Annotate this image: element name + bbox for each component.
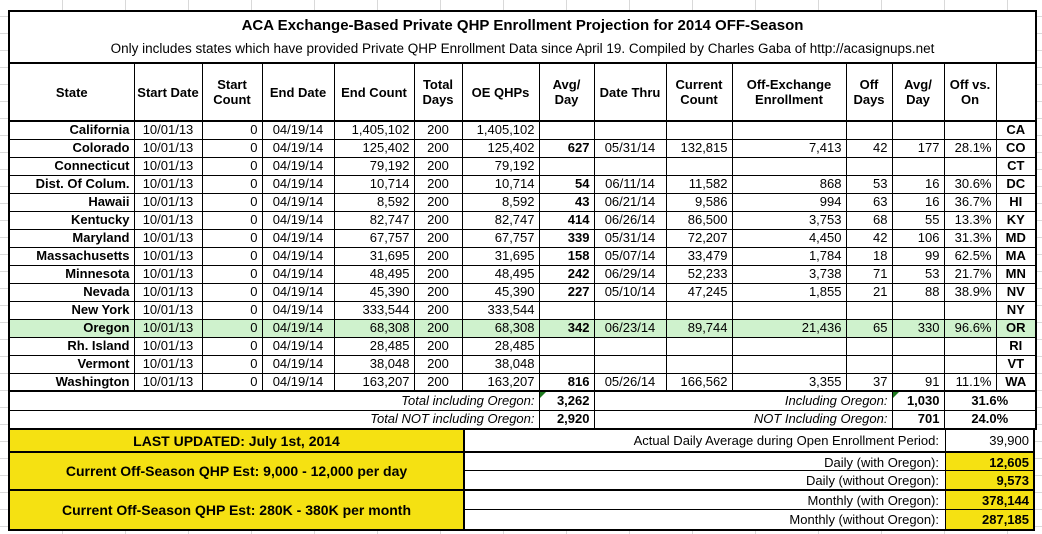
col-header-total_days: Total Days	[414, 63, 462, 121]
cell-avg_day	[539, 301, 594, 319]
state-row-hi	[9, 193, 1036, 211]
cell-off_vs_on: 96.6%	[944, 319, 996, 337]
cell-start_count: 0	[202, 157, 262, 175]
cell-current_count	[666, 355, 732, 373]
cell-start_date: 10/01/13	[134, 247, 202, 265]
daily-without-oregon-value: 9,573	[945, 470, 1033, 489]
cell-date_thru: 05/26/14	[594, 373, 666, 391]
cell-off_avg_day: 91	[892, 373, 944, 391]
cell-end_date: 04/19/14	[262, 373, 334, 391]
cell-total_days: 200	[414, 247, 462, 265]
col-header-start_date: Start Date	[134, 63, 202, 121]
off-including-value: 1,030	[892, 391, 944, 410]
cell-end_date: 04/19/14	[262, 355, 334, 373]
cell-end_count: 333,544	[334, 301, 414, 319]
cell-end_date: 04/19/14	[262, 211, 334, 229]
cell-abbr: CT	[996, 157, 1036, 175]
cell-current_count: 52,233	[666, 265, 732, 283]
cell-current_count: 47,245	[666, 283, 732, 301]
cell-off_vs_on: 28.1%	[944, 139, 996, 157]
cell-date_thru	[594, 355, 666, 373]
cell-oe_qhps: 79,192	[462, 157, 539, 175]
cell-off_days: 42	[846, 229, 892, 247]
state-row-wa	[9, 373, 1036, 391]
cell-off_days: 37	[846, 373, 892, 391]
cell-oe_qhps: 125,402	[462, 139, 539, 157]
cell-off_vs_on	[944, 337, 996, 355]
cell-off_avg_day: 106	[892, 229, 944, 247]
cell-off_vs_on	[944, 157, 996, 175]
cell-avg_day: 342	[539, 319, 594, 337]
off-including-label: Including Oregon:	[594, 391, 892, 410]
off-not-including-value: 701	[892, 410, 944, 429]
col-header-abbr	[996, 63, 1036, 121]
cell-state: Rh. Island	[9, 337, 134, 355]
state-row-nv	[9, 283, 1036, 301]
cell-start_date: 10/01/13	[134, 193, 202, 211]
monthly-without-oregon-label: Monthly (without Oregon):	[463, 509, 945, 529]
cell-end_count: 82,747	[334, 211, 414, 229]
cell-state: New York	[9, 301, 134, 319]
cell-off_days: 63	[846, 193, 892, 211]
cell-date_thru: 06/23/14	[594, 319, 666, 337]
last-updated-banner: LAST UPDATED: July 1st, 2014	[10, 430, 463, 451]
cell-abbr: KY	[996, 211, 1036, 229]
total-not-including-value: 2,920	[539, 410, 594, 429]
col-header-end_count: End Count	[334, 63, 414, 121]
col-header-off_avg_day: Avg/ Day	[892, 63, 944, 121]
cell-oe_qhps: 67,757	[462, 229, 539, 247]
cell-start_count: 0	[202, 211, 262, 229]
cell-total_days: 200	[414, 211, 462, 229]
cell-start_count: 0	[202, 283, 262, 301]
cell-abbr: NV	[996, 283, 1036, 301]
cell-current_count	[666, 157, 732, 175]
cell-total_days: 200	[414, 265, 462, 283]
cell-date_thru: 06/21/14	[594, 193, 666, 211]
cell-start_count: 0	[202, 265, 262, 283]
monthly-with-oregon-value: 378,144	[945, 489, 1033, 509]
cell-state: Colorado	[9, 139, 134, 157]
cell-date_thru	[594, 157, 666, 175]
cell-end_date: 04/19/14	[262, 283, 334, 301]
cell-off_vs_on: 38.9%	[944, 283, 996, 301]
cell-off_exchange: 3,355	[732, 373, 846, 391]
state-row-ca	[9, 121, 1036, 139]
cell-current_count: 89,744	[666, 319, 732, 337]
cell-oe_qhps: 82,747	[462, 211, 539, 229]
cell-abbr: OR	[996, 319, 1036, 337]
cell-off_days: 65	[846, 319, 892, 337]
daily-with-oregon-label: Daily (with Oregon):	[463, 451, 945, 470]
cell-start_date: 10/01/13	[134, 265, 202, 283]
cell-avg_day	[539, 337, 594, 355]
cell-total_days: 200	[414, 283, 462, 301]
cell-avg_day: 816	[539, 373, 594, 391]
col-header-end_date: End Date	[262, 63, 334, 121]
col-header-off_days: Off Days	[846, 63, 892, 121]
cell-abbr: WA	[996, 373, 1036, 391]
cell-abbr: MA	[996, 247, 1036, 265]
cell-current_count	[666, 121, 732, 139]
cell-oe_qhps: 28,485	[462, 337, 539, 355]
cell-end_count: 31,695	[334, 247, 414, 265]
cell-avg_day	[539, 157, 594, 175]
cell-total_days: 200	[414, 229, 462, 247]
cell-avg_day	[539, 121, 594, 139]
cell-off_vs_on: 62.5%	[944, 247, 996, 265]
actual-daily-average-value: 39,900	[945, 430, 1033, 451]
cell-off_vs_on	[944, 301, 996, 319]
cell-start_date: 10/01/13	[134, 139, 202, 157]
cell-end_date: 04/19/14	[262, 337, 334, 355]
cell-off_days: 21	[846, 283, 892, 301]
col-header-state: State	[9, 63, 134, 121]
cell-start_date: 10/01/13	[134, 121, 202, 139]
cell-state: Minnesota	[9, 265, 134, 283]
cell-end_count: 38,048	[334, 355, 414, 373]
cell-end_count: 68,308	[334, 319, 414, 337]
cell-oe_qhps: 163,207	[462, 373, 539, 391]
cell-current_count	[666, 301, 732, 319]
cell-start_date: 10/01/13	[134, 283, 202, 301]
cell-off_exchange: 1,784	[732, 247, 846, 265]
cell-abbr: RI	[996, 337, 1036, 355]
cell-oe_qhps: 68,308	[462, 319, 539, 337]
cell-state: Kentucky	[9, 211, 134, 229]
page-subtitle: Only includes states which have provided Private QHP Enrollment Data since April 19. Compiled by Charles Gaba of http://acasignups.net	[110, 41, 935, 56]
column-header-row	[9, 63, 1036, 121]
cell-off_avg_day: 99	[892, 247, 944, 265]
cell-off_days	[846, 355, 892, 373]
cell-off_avg_day	[892, 337, 944, 355]
cell-off_days: 53	[846, 175, 892, 193]
total-not-including-label: Total NOT including Oregon:	[9, 410, 539, 429]
cell-off_vs_on: 21.7%	[944, 265, 996, 283]
state-row-or	[9, 319, 1036, 337]
cell-state: Oregon	[9, 319, 134, 337]
cell-off_exchange: 21,436	[732, 319, 846, 337]
cell-end_count: 1,405,102	[334, 121, 414, 139]
state-row-ct	[9, 157, 1036, 175]
cell-avg_day: 43	[539, 193, 594, 211]
state-row-dc	[9, 175, 1036, 193]
monthly-estimate-banner: Current Off-Season QHP Est: 280K - 380K per month	[10, 489, 463, 529]
off-not-including-pct: 24.0%	[944, 410, 1036, 429]
monthly-without-oregon-value: 287,185	[945, 509, 1033, 529]
cell-off_avg_day	[892, 301, 944, 319]
cell-avg_day: 414	[539, 211, 594, 229]
cell-error-flag-icon	[540, 392, 546, 398]
cell-abbr: MN	[996, 265, 1036, 283]
enrollment-table	[8, 10, 1037, 430]
cell-end_date: 04/19/14	[262, 157, 334, 175]
cell-state: Nevada	[9, 283, 134, 301]
cell-end_count: 45,390	[334, 283, 414, 301]
cell-end_count: 67,757	[334, 229, 414, 247]
cell-start_date: 10/01/13	[134, 355, 202, 373]
cell-off_exchange: 994	[732, 193, 846, 211]
cell-start_date: 10/01/13	[134, 175, 202, 193]
actual-daily-average-label: Actual Daily Average during Open Enrollment Period:	[463, 430, 945, 451]
cell-total_days: 200	[414, 175, 462, 193]
cell-off_exchange	[732, 157, 846, 175]
cell-start_count: 0	[202, 247, 262, 265]
cell-end_date: 04/19/14	[262, 247, 334, 265]
cell-start_date: 10/01/13	[134, 157, 202, 175]
cell-state: Maryland	[9, 229, 134, 247]
cell-date_thru: 06/26/14	[594, 211, 666, 229]
cell-off_exchange: 868	[732, 175, 846, 193]
cell-end_date: 04/19/14	[262, 265, 334, 283]
cell-abbr: DC	[996, 175, 1036, 193]
state-row-ma	[9, 247, 1036, 265]
cell-off_avg_day: 16	[892, 193, 944, 211]
cell-date_thru: 06/11/14	[594, 175, 666, 193]
cell-off_days	[846, 157, 892, 175]
off-not-including-label: NOT Including Oregon:	[594, 410, 892, 429]
cell-off_exchange	[732, 355, 846, 373]
cell-current_count: 72,207	[666, 229, 732, 247]
cell-state: Dist. Of Colum.	[9, 175, 134, 193]
state-row-md	[9, 229, 1036, 247]
totals-row-including	[9, 391, 1036, 410]
cell-end_date: 04/19/14	[262, 139, 334, 157]
cell-avg_day: 227	[539, 283, 594, 301]
cell-state: Vermont	[9, 355, 134, 373]
cell-off_vs_on	[944, 121, 996, 139]
cell-start_date: 10/01/13	[134, 319, 202, 337]
cell-end_date: 04/19/14	[262, 319, 334, 337]
col-header-avg_day: Avg/ Day	[539, 63, 594, 121]
cell-start_count: 0	[202, 193, 262, 211]
cell-off_avg_day: 330	[892, 319, 944, 337]
cell-date_thru	[594, 337, 666, 355]
cell-start_date: 10/01/13	[134, 229, 202, 247]
cell-abbr: CA	[996, 121, 1036, 139]
cell-end_count: 125,402	[334, 139, 414, 157]
cell-oe_qhps: 48,495	[462, 265, 539, 283]
table-title-block	[9, 11, 1036, 63]
cell-off_days	[846, 301, 892, 319]
cell-total_days: 200	[414, 301, 462, 319]
cell-off_avg_day: 55	[892, 211, 944, 229]
cell-avg_day	[539, 355, 594, 373]
cell-total_days: 200	[414, 373, 462, 391]
cell-off_exchange	[732, 301, 846, 319]
cell-end_count: 10,714	[334, 175, 414, 193]
cell-total_days: 200	[414, 139, 462, 157]
cell-off_days	[846, 121, 892, 139]
cell-avg_day: 242	[539, 265, 594, 283]
off-including-pct: 31.6%	[944, 391, 1036, 410]
cell-date_thru: 05/10/14	[594, 283, 666, 301]
cell-off_days: 42	[846, 139, 892, 157]
state-row-mn	[9, 265, 1036, 283]
col-header-current_count: Current Count	[666, 63, 732, 121]
cell-off_exchange: 1,855	[732, 283, 846, 301]
cell-current_count: 11,582	[666, 175, 732, 193]
cell-error-flag-icon	[893, 392, 899, 398]
daily-without-oregon-label: Daily (without Oregon):	[463, 470, 945, 489]
cell-current_count: 166,562	[666, 373, 732, 391]
state-row-co	[9, 139, 1036, 157]
cell-avg_day: 54	[539, 175, 594, 193]
cell-avg_day: 627	[539, 139, 594, 157]
cell-oe_qhps: 38,048	[462, 355, 539, 373]
cell-start_count: 0	[202, 121, 262, 139]
cell-date_thru: 05/31/14	[594, 229, 666, 247]
col-header-off_vs_on: Off vs. On	[944, 63, 996, 121]
cell-off_exchange: 3,753	[732, 211, 846, 229]
cell-off_avg_day: 88	[892, 283, 944, 301]
cell-current_count: 33,479	[666, 247, 732, 265]
cell-state: California	[9, 121, 134, 139]
cell-current_count: 9,586	[666, 193, 732, 211]
cell-off_vs_on: 13.3%	[944, 211, 996, 229]
cell-start_date: 10/01/13	[134, 337, 202, 355]
cell-oe_qhps: 31,695	[462, 247, 539, 265]
cell-start_count: 0	[202, 229, 262, 247]
cell-avg_day: 158	[539, 247, 594, 265]
cell-abbr: VT	[996, 355, 1036, 373]
cell-start_count: 0	[202, 175, 262, 193]
cell-start_count: 0	[202, 139, 262, 157]
cell-off_days: 68	[846, 211, 892, 229]
cell-state: Washington	[9, 373, 134, 391]
cell-start_count: 0	[202, 337, 262, 355]
cell-oe_qhps: 333,544	[462, 301, 539, 319]
cell-start_date: 10/01/13	[134, 211, 202, 229]
cell-start_count: 0	[202, 373, 262, 391]
cell-abbr: CO	[996, 139, 1036, 157]
cell-off_avg_day: 177	[892, 139, 944, 157]
title-row	[9, 11, 1036, 63]
state-row-vt	[9, 355, 1036, 373]
cell-state: Connecticut	[9, 157, 134, 175]
cell-off_days: 71	[846, 265, 892, 283]
cell-state: Massachusetts	[9, 247, 134, 265]
cell-total_days: 200	[414, 319, 462, 337]
col-header-date_thru: Date Thru	[594, 63, 666, 121]
footer-summary	[8, 428, 1035, 531]
cell-end_count: 79,192	[334, 157, 414, 175]
cell-end_date: 04/19/14	[262, 193, 334, 211]
cell-start_count: 0	[202, 355, 262, 373]
cell-oe_qhps: 8,592	[462, 193, 539, 211]
cell-total_days: 200	[414, 337, 462, 355]
cell-off_avg_day	[892, 121, 944, 139]
total-including-label: Total including Oregon:	[9, 391, 539, 410]
cell-off_avg_day	[892, 157, 944, 175]
cell-off_avg_day: 53	[892, 265, 944, 283]
total-including-value: 3,262	[539, 391, 594, 410]
daily-with-oregon-value: 12,605	[945, 451, 1033, 470]
cell-date_thru	[594, 121, 666, 139]
cell-end_count: 48,495	[334, 265, 414, 283]
cell-end_count: 28,485	[334, 337, 414, 355]
totals-row-not-including	[9, 410, 1036, 429]
col-header-start_count: Start Count	[202, 63, 262, 121]
cell-oe_qhps: 10,714	[462, 175, 539, 193]
cell-end_count: 8,592	[334, 193, 414, 211]
monthly-with-oregon-label: Monthly (with Oregon):	[463, 489, 945, 509]
cell-current_count: 86,500	[666, 211, 732, 229]
cell-current_count: 132,815	[666, 139, 732, 157]
page-title: ACA Exchange-Based Private QHP Enrollment Projection for 2014 OFF-Season	[241, 17, 804, 34]
cell-start_count: 0	[202, 319, 262, 337]
cell-abbr: HI	[996, 193, 1036, 211]
cell-avg_day: 339	[539, 229, 594, 247]
cell-total_days: 200	[414, 193, 462, 211]
cell-start_count: 0	[202, 301, 262, 319]
cell-date_thru: 05/07/14	[594, 247, 666, 265]
cell-date_thru: 05/31/14	[594, 139, 666, 157]
cell-end_date: 04/19/14	[262, 175, 334, 193]
state-row-ky	[9, 211, 1036, 229]
cell-oe_qhps: 1,405,102	[462, 121, 539, 139]
state-row-ny	[9, 301, 1036, 319]
col-header-oe_qhps: OE QHPs	[462, 63, 539, 121]
cell-off_avg_day: 16	[892, 175, 944, 193]
cell-off_avg_day	[892, 355, 944, 373]
cell-total_days: 200	[414, 157, 462, 175]
cell-start_date: 10/01/13	[134, 301, 202, 319]
cell-off_vs_on	[944, 355, 996, 373]
cell-end_date: 04/19/14	[262, 301, 334, 319]
daily-estimate-banner: Current Off-Season QHP Est: 9,000 - 12,000 per day	[10, 451, 463, 489]
cell-off_vs_on: 36.7%	[944, 193, 996, 211]
cell-off_vs_on: 30.6%	[944, 175, 996, 193]
cell-abbr: MD	[996, 229, 1036, 247]
cell-current_count	[666, 337, 732, 355]
cell-end_count: 163,207	[334, 373, 414, 391]
cell-oe_qhps: 45,390	[462, 283, 539, 301]
cell-off_days	[846, 337, 892, 355]
state-row-ri	[9, 337, 1036, 355]
cell-total_days: 200	[414, 355, 462, 373]
cell-total_days: 200	[414, 121, 462, 139]
cell-off_exchange	[732, 337, 846, 355]
cell-off_exchange	[732, 121, 846, 139]
cell-state: Hawaii	[9, 193, 134, 211]
cell-off_vs_on: 31.3%	[944, 229, 996, 247]
cell-end_date: 04/19/14	[262, 229, 334, 247]
cell-off_exchange: 3,738	[732, 265, 846, 283]
cell-start_date: 10/01/13	[134, 373, 202, 391]
cell-off_days: 18	[846, 247, 892, 265]
cell-off_vs_on: 11.1%	[944, 373, 996, 391]
cell-off_exchange: 7,413	[732, 139, 846, 157]
cell-date_thru	[594, 301, 666, 319]
cell-off_exchange: 4,450	[732, 229, 846, 247]
cell-date_thru: 06/29/14	[594, 265, 666, 283]
col-header-off_exchange: Off-Exchange Enrollment	[732, 63, 846, 121]
cell-abbr: NY	[996, 301, 1036, 319]
cell-end_date: 04/19/14	[262, 121, 334, 139]
